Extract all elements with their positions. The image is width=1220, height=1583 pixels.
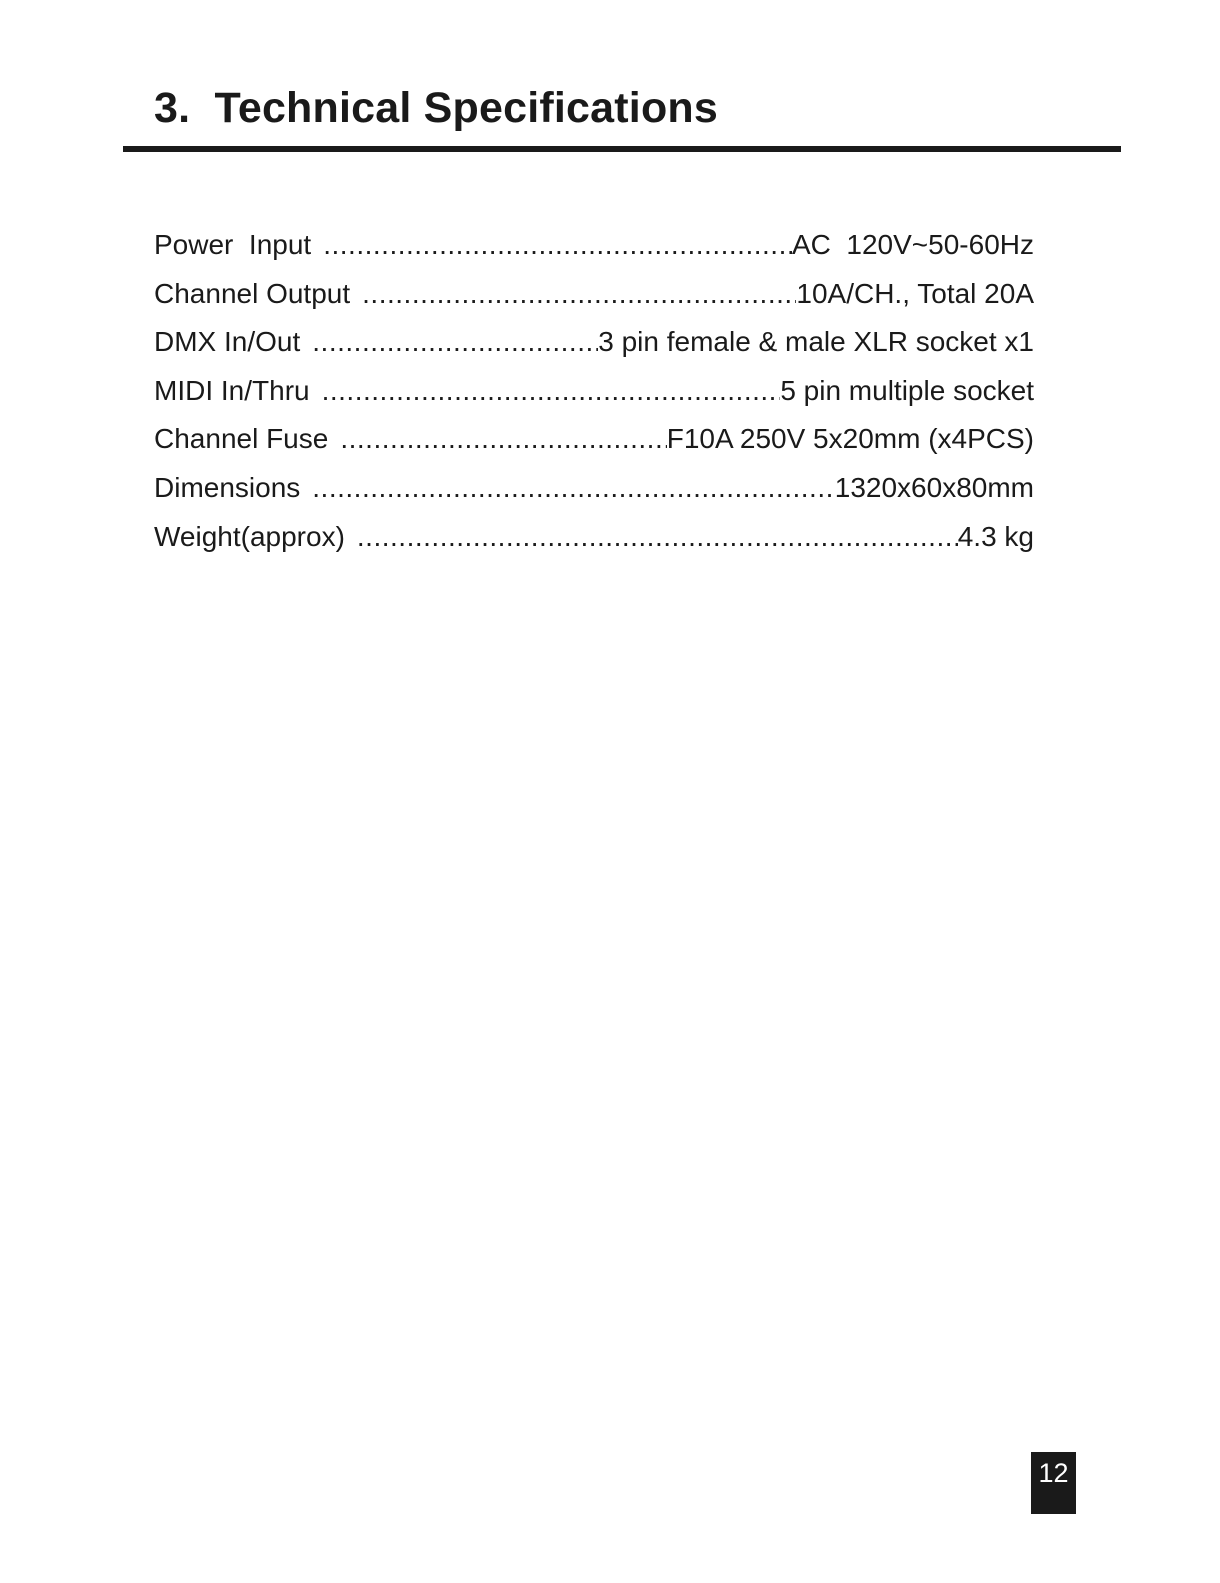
spec-list [154, 223, 1034, 563]
leader-dots [311, 223, 792, 267]
page-number: 12 [1031, 1452, 1076, 1514]
spec-label: Weight(approx) [154, 520, 345, 552]
leader-dots [310, 369, 781, 413]
spec-row-power-input [154, 223, 1034, 272]
leader-dots [300, 466, 834, 510]
spec-label: Power Input [154, 229, 312, 260]
spec-label: MIDI In/Thru [154, 374, 310, 406]
spec-row-midi-in-thru [154, 369, 1034, 418]
leader-dots [328, 417, 666, 461]
spec-value: 4.3 kg [957, 520, 1034, 552]
leader-dots [350, 272, 796, 316]
title-divider [123, 146, 1121, 152]
spec-row-dimensions [154, 466, 1034, 515]
spec-label: DMX In/Out [154, 326, 301, 358]
spec-value: 5 pin multiple socket [780, 374, 1034, 406]
spec-row-dmx-in-out [154, 320, 1034, 369]
spec-label: Channel Output [154, 277, 351, 309]
spec-row-weight [154, 515, 1034, 564]
spec-label: Channel Fuse [154, 423, 329, 455]
spec-row-channel-fuse [154, 417, 1034, 466]
spec-value: AC 120V~50-60Hz [791, 229, 1034, 260]
spec-value: 1320x60x80mm [834, 471, 1034, 503]
spec-value: F10A 250V 5x20mm (x4PCS) [666, 423, 1034, 455]
page-title: 3. Technical Specifications [154, 84, 718, 132]
spec-label: Dimensions [154, 471, 301, 503]
leader-dots [345, 515, 958, 559]
spec-value: 10A/CH., Total 20A [796, 277, 1034, 309]
spec-value: 3 pin female & male XLR socket x1 [598, 326, 1034, 358]
spec-row-channel-output [154, 272, 1034, 321]
leader-dots [300, 320, 598, 364]
